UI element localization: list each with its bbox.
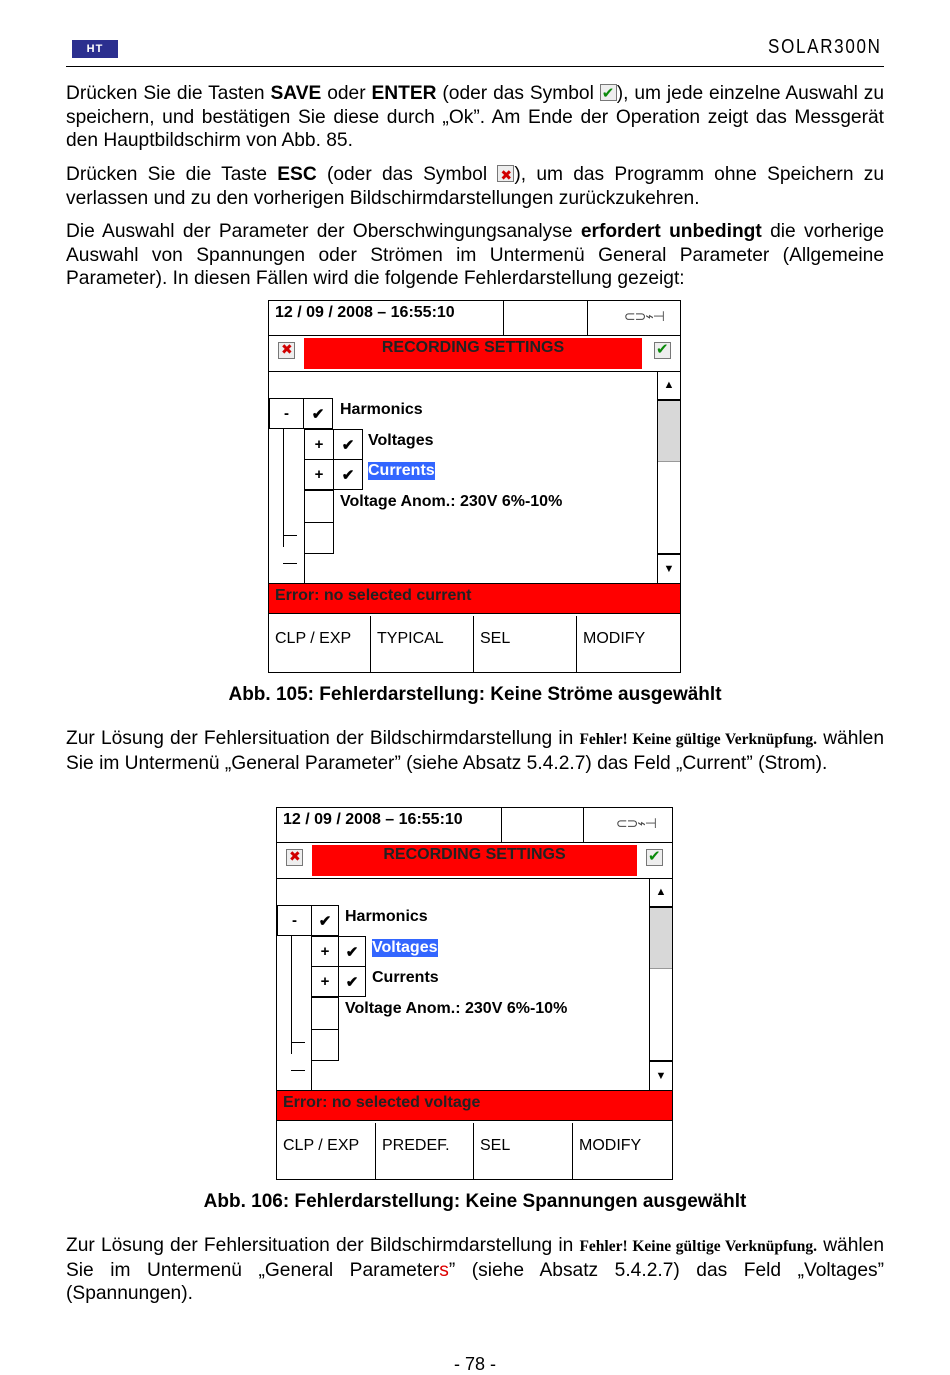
currents-label-selected[interactable]: Currents xyxy=(368,462,435,479)
figure-caption-105: Abb. 105: Fehlerdarstellung: Keine Ströme ausgewählt xyxy=(228,684,722,705)
voltages-expand-sign[interactable]: + xyxy=(304,429,334,460)
recording-settings-title: RECORDING SETTINGS xyxy=(304,338,642,369)
paragraph-esc: Drücken Sie die Taste ESC (oder das Symbol ✖), um das Programm ohne Speichern zu verlassen und zu den vorherigen Bildschirmdarstellungen zurückzukehren. xyxy=(66,163,884,210)
datetime: 12 / 09 / 2008 – 16:55:10 xyxy=(283,811,463,828)
cancel-x-icon xyxy=(497,165,514,182)
voltages-label[interactable]: Voltages xyxy=(368,432,434,449)
softkey-bar xyxy=(277,1123,672,1179)
recording-settings-screen-1 xyxy=(268,300,681,673)
harmonics-checkbox[interactable]: ✔ xyxy=(303,398,333,429)
softkey-predef[interactable]: PREDEF. xyxy=(376,1123,474,1179)
softkey-sel[interactable]: SEL xyxy=(474,1123,573,1179)
power-plug-icon: ⊂⊃⌁⊣ xyxy=(615,815,656,831)
scrollbar[interactable] xyxy=(657,371,680,583)
softkey-sel[interactable]: SEL xyxy=(474,616,577,672)
softkey-modify[interactable]: MODIFY xyxy=(583,630,646,647)
anom-checkbox[interactable] xyxy=(311,997,339,1030)
voltages-label-selected[interactable]: Voltages xyxy=(372,939,438,956)
header-rule xyxy=(66,66,884,67)
figure-caption-106: Abb. 106: Fehlerdarstellung: Keine Spannungen ausgewählt xyxy=(203,1191,747,1212)
recording-settings-screen-2 xyxy=(276,807,673,1180)
scroll-thumb[interactable] xyxy=(650,908,672,969)
currents-checkbox[interactable]: ✔ xyxy=(333,459,363,490)
scrollbar[interactable] xyxy=(649,878,672,1090)
scroll-down-icon[interactable]: ▼ xyxy=(658,553,680,583)
voltages-checkbox[interactable]: ✔ xyxy=(333,429,363,460)
harmonics-checkbox[interactable]: ✔ xyxy=(311,905,339,936)
softkey-bar xyxy=(269,616,680,672)
scroll-thumb[interactable] xyxy=(658,401,680,462)
currents-expand-sign[interactable]: + xyxy=(304,459,334,490)
scroll-down-icon[interactable]: ▼ xyxy=(650,1060,672,1090)
ok-check-icon[interactable] xyxy=(654,342,671,359)
title-bar xyxy=(277,843,672,879)
esc-x-icon[interactable] xyxy=(286,849,303,866)
softkey-clp-exp[interactable]: CLP / EXP xyxy=(277,1123,376,1179)
status-bar xyxy=(277,808,672,843)
title-bar xyxy=(269,336,680,372)
voltages-expand-sign[interactable]: + xyxy=(311,936,339,967)
paragraph-harmonics: Die Auswahl der Parameter der Oberschwingungsanalyse erfordert unbedingt die vorherige Auswahl von Spannungen oder Strömen im Untermenü General Parameter (Allgemeine Parameter). In diesen Fällen wird die folgende Fehlerdarstellung gezeigt: xyxy=(66,221,884,289)
harmonics-collapse-sign[interactable]: - xyxy=(269,398,304,429)
scroll-up-icon[interactable]: ▲ xyxy=(650,878,672,908)
harmonics-collapse-sign[interactable]: - xyxy=(277,905,312,936)
scroll-up-icon[interactable]: ▲ xyxy=(658,371,680,401)
softkey-typical[interactable]: TYPICAL xyxy=(371,616,474,672)
softkey-modify[interactable]: MODIFY xyxy=(579,1137,642,1154)
currents-label[interactable]: Currents xyxy=(372,969,439,986)
confirm-check-icon xyxy=(600,84,617,101)
ok-check-icon[interactable] xyxy=(646,849,663,866)
recording-settings-title: RECORDING SETTINGS xyxy=(312,845,637,876)
document-title: SOLAR300N xyxy=(768,36,882,58)
voltage-anomaly-label[interactable]: Voltage Anom.: 230V 6%-10% xyxy=(345,1000,568,1017)
power-plug-icon: ⊂⊃⌁⊣ xyxy=(623,308,664,324)
ht-logo: HT xyxy=(72,40,118,58)
softkey-clp-exp[interactable]: CLP / EXP xyxy=(269,616,371,672)
currents-checkbox[interactable]: ✔ xyxy=(338,966,366,997)
anom-checkbox[interactable] xyxy=(304,490,334,523)
error-message: Error: no selected current xyxy=(269,583,680,614)
currents-expand-sign[interactable]: + xyxy=(311,966,339,997)
paragraph-solution-current: Zur Lösung der Fehlersituation der Bildschirmdarstellung in Fehler! Keine gültige Verknüpfung. wählen Sie im Untermenü „General Parameter” (siehe Absatz 5.4.2.7) das Feld „Current” (Strom). xyxy=(66,728,884,774)
paragraph-solution-voltage: Zur Lösung der Fehlersituation der Bildschirmdarstellung in Fehler! Keine gültige Verknüpfung. wählen Sie im Untermenü „General Parameters” (siehe Absatz 5.4.2.7) das Feld „Voltages” (Spannungen). xyxy=(66,1235,884,1304)
status-bar xyxy=(269,301,680,336)
harmonics-label[interactable]: Harmonics xyxy=(340,401,423,418)
page-number: - 78 - xyxy=(453,1354,496,1374)
error-message: Error: no selected voltage xyxy=(277,1090,672,1121)
esc-x-icon[interactable] xyxy=(278,342,295,359)
voltages-checkbox[interactable]: ✔ xyxy=(338,936,366,967)
harmonics-label[interactable]: Harmonics xyxy=(345,908,428,925)
voltage-anomaly-label[interactable]: Voltage Anom.: 230V 6%-10% xyxy=(340,493,563,510)
datetime: 12 / 09 / 2008 – 16:55:10 xyxy=(275,304,455,321)
paragraph-save: Drücken Sie die Tasten SAVE oder ENTER (oder das Symbol ✔), um jede einzelne Auswahl zu speichern, und bestätigen Sie diese durch „Ok”. Am Ende der Operation zeigt das Messgerät den Hauptbildschirm von Abb. 85. xyxy=(66,82,884,153)
